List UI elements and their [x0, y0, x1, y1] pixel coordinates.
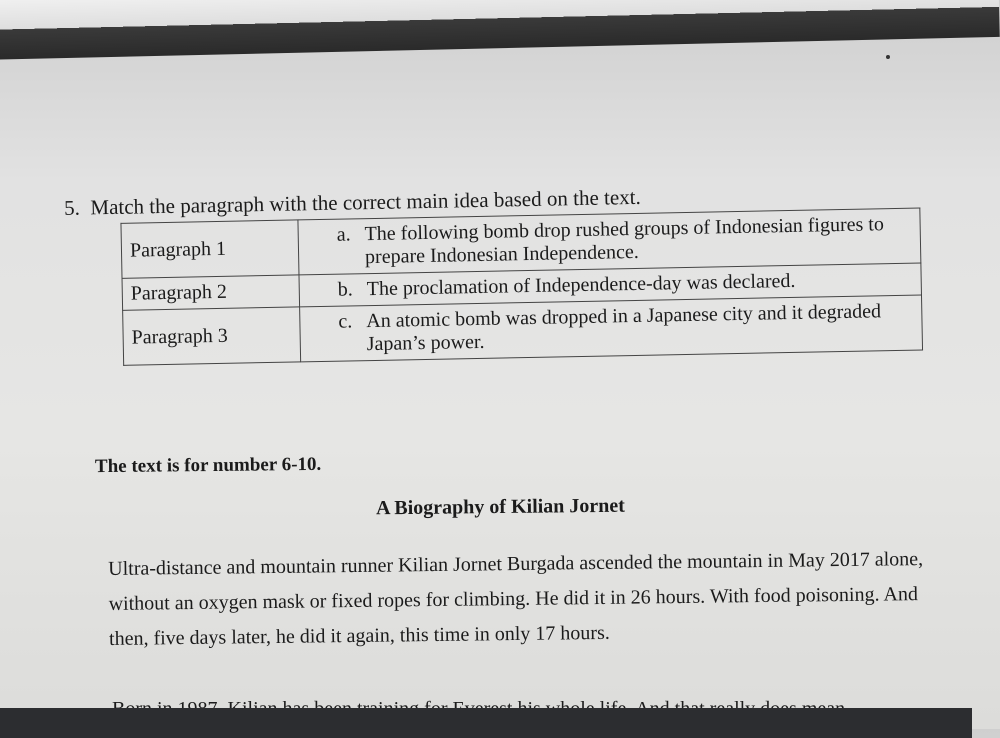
question-5 [60, 183, 940, 356]
dust-speck [886, 55, 890, 59]
option-text: The following bomb drop rushed groups of Indonesian figures to prepare Indonesian Independence. [364, 213, 885, 269]
idea-cell [300, 295, 923, 362]
question-number: 5. [63, 195, 81, 220]
matching-table [120, 207, 923, 365]
section-note: The text is for number 6-10. [94, 453, 322, 478]
option-letter: a. [336, 223, 351, 246]
passage-cut-line [112, 696, 845, 708]
option-text: An atomic bomb was dropped in a Japanese city and it degraded Japan’s power. [366, 300, 882, 356]
paragraph-cell: Paragraph 2 [122, 275, 300, 310]
paragraph-cell: Paragraph 1 [121, 220, 299, 278]
passage-title: A Biography of Kilian Jornet [375, 494, 626, 520]
option-letter: c. [338, 310, 353, 333]
paragraph-cell: Paragraph 3 [123, 307, 301, 365]
question-text: Match the paragraph with the correct main idea based on the text. [90, 184, 641, 220]
option-letter: b. [337, 278, 353, 301]
option-text: The proclamation of Independence-day was declared. [366, 269, 796, 301]
passage-paragraph: Ultra-distance and mountain runner Kilian Jornet Burgada ascended the mountain in May 2017 alone, without an oxygen mask or fixed ropes for climbing. He did it in 26 hours. With food poisoning. And then, five days later, he did it again, this time in only 17 hours. [108, 548, 924, 650]
monitor-top-edge [0, 0, 1000, 60]
monitor-bottom-edge [0, 708, 972, 738]
